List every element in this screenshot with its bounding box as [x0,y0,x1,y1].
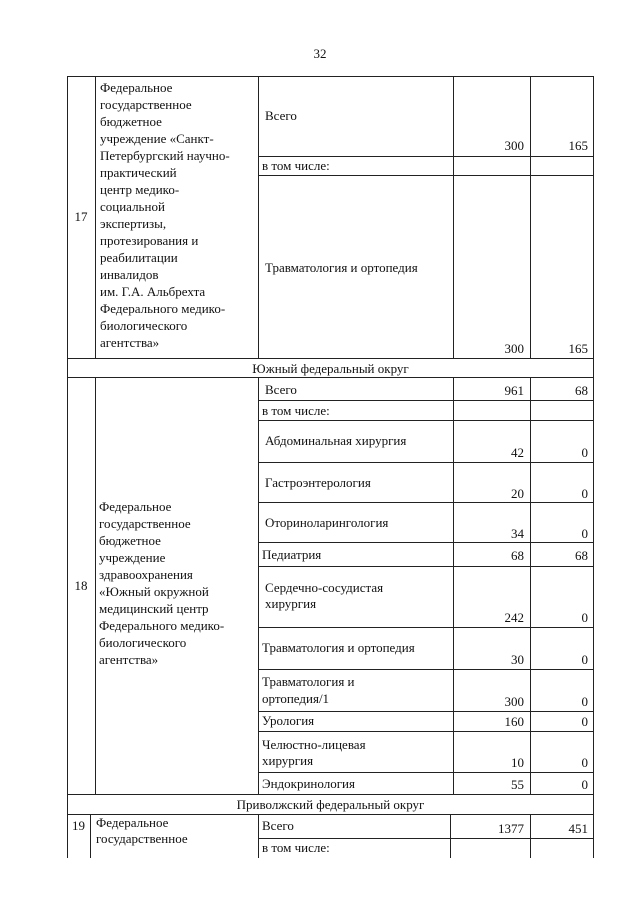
value-1: 55 [511,777,524,792]
value-2: 165 [568,138,588,153]
value-1: 242 [504,610,524,625]
district-header: Южный федеральный округ [252,361,409,376]
item-label: хирургия [265,596,317,611]
item-label: Гастроэнтерология [265,475,371,490]
value-1: 300 [504,341,524,356]
item-label: Оториноларингология [265,515,389,530]
value-2: 0 [581,694,588,709]
value-2: 0 [581,610,588,625]
item-label: Эндокринология [262,776,355,791]
value-2: 0 [581,755,588,770]
value-2: 68 [575,548,588,563]
value-1: 961 [504,383,524,398]
value-2: 68 [575,383,588,398]
item-label: хирургия [262,753,314,768]
value-1: 20 [511,486,524,501]
district-header: Приволжский федеральный округ [236,797,425,812]
item-label: в том числе: [262,840,330,855]
value-1: 160 [504,714,524,729]
value-1: 30 [511,652,524,667]
value-1: 1377 [498,821,524,836]
value-2: 165 [568,341,588,356]
value-2: 0 [581,714,588,729]
item-label: Педиатрия [262,547,322,562]
row-index: 19 [72,818,85,833]
item-label: ортопедия/1 [262,691,330,706]
value-2: 0 [581,486,588,501]
value-1: 300 [504,138,524,153]
value-2: 451 [568,821,588,836]
value-2: 0 [581,777,588,792]
value-1: 34 [511,526,524,541]
value-1: 68 [511,548,524,563]
item-label: Всего [265,108,297,123]
item-label: Сердечно-сосудистая [265,580,384,595]
item-label: Челюстно-лицевая [262,737,366,752]
item-label: Урология [262,713,315,728]
page-number: 32 [313,46,327,61]
item-label: Травматология и [262,674,355,689]
row-index: 17 [74,209,88,224]
item-label: Травматология и ортопедия [265,260,418,275]
row-index: 18 [74,578,88,593]
value-1: 42 [511,445,524,460]
value-2: 0 [581,652,588,667]
item-label: Абдоминальная хирургия [265,433,407,448]
value-2: 0 [581,526,588,541]
value-1: 300 [504,694,524,709]
item-label: в том числе: [262,403,330,418]
item-label: Всего [262,818,294,833]
value-2: 0 [581,445,588,460]
item-label: Травматология и ортопедия [262,640,415,655]
item-label: Всего [265,382,297,397]
value-1: 10 [511,755,524,770]
item-label: в том числе: [262,158,330,173]
